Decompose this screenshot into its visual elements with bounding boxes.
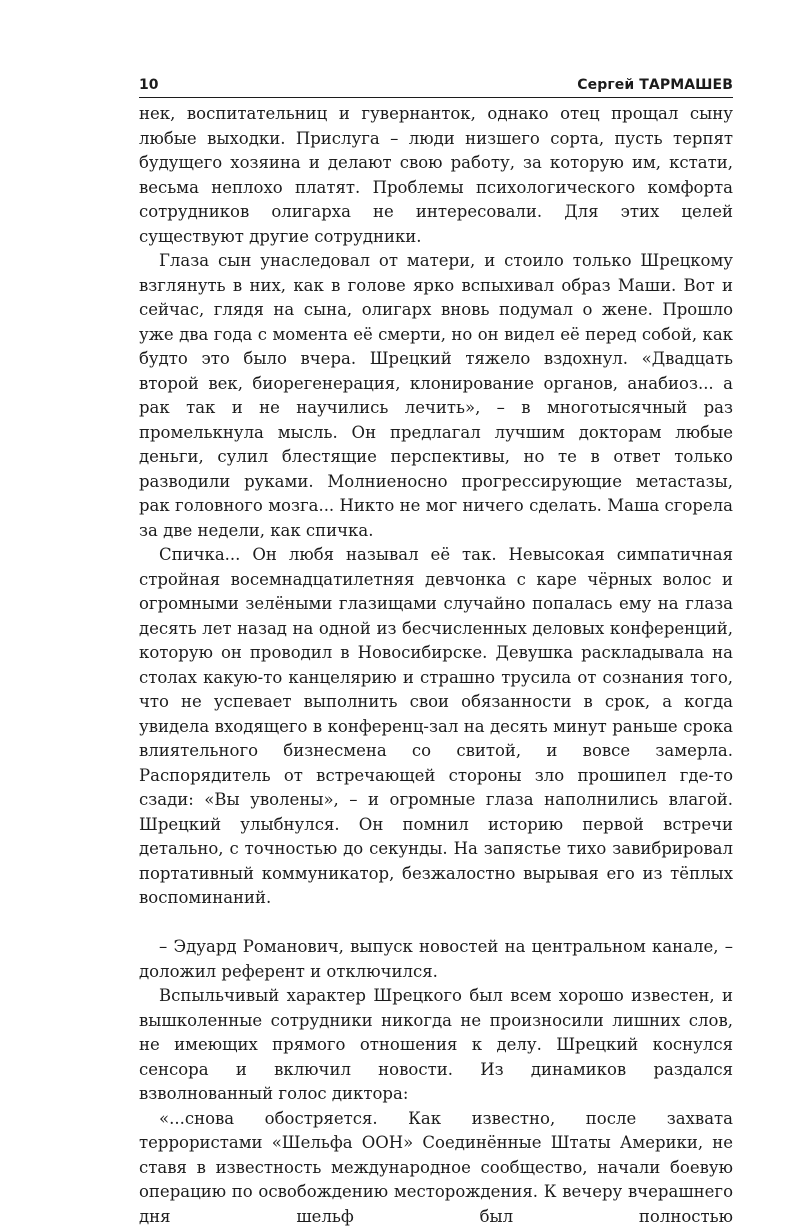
paragraph: Глаза сын унаследовал от матери, и стоило только Шрецкому взглянуть в них, как в голове ярко вспыхивал образ Маши. Вот и сейчас, глядя на сына, олигарх вновь подумал о жене. Прошло уже два года с момента её смерти, но он видел её перед собой, как будто это было вчера. Шрецкий тяжело вздохнул. «Двадцать второй век, биорегенерация, клонирование органов, анабиоз... а рак так и не научились лечить», – в многотысячный раз промелькнула мысль. Он предлагал лучшим докторам любые деньги, сулил блестящие перспективы, но те в ответ только разводили руками. Молниеносно прогрессирующие метастазы, рак головного мозга... Никто не мог ничего сделать. Маша сгорела за две недели, как спичка. [139, 249, 733, 543]
running-head [139, 76, 733, 94]
paragraph: Спичка... Он любя называл её так. Невысокая симпатичная стройная восемнадцатилетняя девчонка с каре чёрных волос и огромными зелёными глазищами случайно попалась ему на глаза десять лет назад на одной из бесчисленных деловых конференций, которую он проводил в Новосибирске. Девушка раскладывала на столах какую-то канцелярию и страшно трусила от сознания того, что не успевает выполнить свои обязанности в срок, а когда увидела входящего в конференц-зал на десять минут раньше срока влиятельного бизнесмена со свитой, и вовсе замерла. Распорядитель от встречающей стороны зло прошипел где-то сзади: «Вы уволены», – и огромные глаза наполнились влагой. Шрецкий улыбнулся. Он помнил историю первой встречи детально, с точностью до секунды. На запястье тихо завибрировал портативный коммуникатор, безжалостно вырывая его из тёплых воспоминаний. [139, 543, 733, 911]
body-text [139, 102, 733, 1229]
page-number: 10 [139, 76, 158, 94]
book-page [139, 76, 733, 1229]
paragraph: нек, воспитательниц и гувернанток, однако отец прощал сыну любые выходки. Прислуга – люди низшего сорта, пусть терпят будущего хозяина и делают свою работу, за которую им, кстати, весьма неплохо платят. Проблемы психологического комфорта сотрудников олигарха не интересовали. Для этих целей существуют другие сотрудники. [139, 102, 733, 249]
header-rule [139, 97, 733, 98]
paragraph: Вспыльчивый характер Шрецкого был всем хорошо известен, и вышколенные сотрудники никогда не произносили лишних слов, не имеющих прямого отношения к делу. Шрецкий коснулся сенсора и включил новости. Из динамиков раздался взволнованный голос диктора: [139, 984, 733, 1107]
author-name: Сергей ТАРМАШЕВ [577, 76, 733, 94]
paragraph: «...снова обостряется. Как известно, после захвата террористами «Шельфа ООН» Соединённые Штаты Америки, не ставя в известность международное сообщество, начали боевую операцию по освобождению месторождения. К вечеру вчерашнего дня шельф был полностью [139, 1107, 733, 1229]
paragraph: – Эдуард Романович, выпуск новостей на центральном канале, – доложил референт и отключился. [139, 935, 733, 984]
